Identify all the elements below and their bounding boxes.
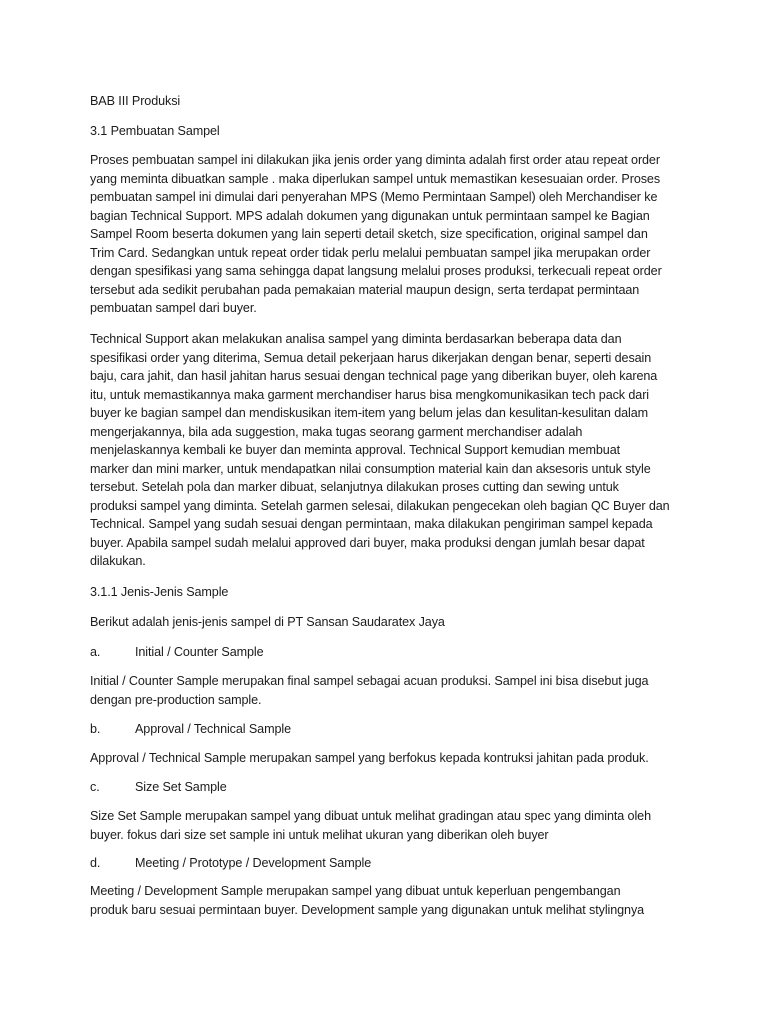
paragraph-line: mengerjakannya, bila ada suggestion, maka tugas seorang garment merchandiser adalah [90, 424, 583, 439]
paragraph-line: buyer. fokus dari size set sample ini untuk melihat ukuran yang diberikan oleh buyer [90, 827, 549, 842]
document-page [90, 0, 690, 1024]
list-label: a. [90, 645, 101, 659]
paragraph-line: Trim Card. Sedangkan untuk repeat order tidak perlu melalui pembuatan sampel jika merupakan order [90, 245, 651, 260]
paragraph-line: itu, untuk memastikannya maka garment merchandiser harus bisa mengkomunikasikan tech pack dari [90, 387, 649, 402]
paragraph-line: produk baru sesuai permintaan buyer. Development sample yang digunakan untuk melihat stylingnya [90, 902, 645, 917]
paragraph-line: Proses pembuatan sampel ini dilakukan jika jenis order yang diminta adalah first order atau repeat order [90, 153, 660, 167]
paragraph-line: pembuatan sampel ini dimulai dari penyerahan MPS (Memo Permintaan Sampel) oleh Merchandiser ke [90, 190, 658, 204]
list-title: Meeting / Prototype / Development Sample [135, 856, 372, 870]
paragraph-line: dengan pre-production sample. [90, 692, 262, 707]
paragraph-line: menjelaskannya kembali ke buyer dan meminta approval. Technical Support kemudian membuat [90, 443, 620, 457]
list-label: d. [90, 856, 101, 870]
paragraph-line: yang meminta dibuatkan sample . maka diperlukan sampel untuk memastikan kesesuaian order. Proses [90, 171, 661, 186]
paragraph-line: marker dan mini marker, untuk mendapatkan nilai consumption material kain dan aksesoris untuk style [90, 461, 651, 476]
chapter-title: BAB III Produksi [90, 94, 181, 108]
paragraph-line: Size Set Sample merupakan sampel yang dibuat untuk melihat gradingan atau spec yang diminta oleh [90, 809, 651, 823]
paragraph-line: bagian Technical Support. MPS adalah dokumen yang digunakan untuk permintaan sampel ke Bagian [90, 208, 650, 223]
paragraph-line: Initial / Counter Sample merupakan final sampel sebagai acuan produksi. Sampel ini bisa disebut juga [90, 674, 649, 688]
section-title: 3.1 Pembuatan Sampel [90, 124, 220, 138]
list-label: b. [90, 722, 101, 736]
paragraph-line: buyer ke bagian sampel dan mendiskusikan item-item yang belum jelas dan kesulitan-kesulitan dalam [90, 406, 649, 420]
paragraph-line: pembuatan sampel dari buyer. [90, 301, 257, 315]
paragraph-line: Sampel Room beserta dokumen yang lain seperti detail sketch, size specification, original sampel dan [90, 227, 648, 241]
paragraph-line: spesifikasi order yang diterima, Semua detail pekerjaan harus dikerjakan dengan benar, seperti desain [90, 350, 652, 365]
intro-text: Berikut adalah jenis-jenis sampel di PT Sansan Saudaratex Jaya [90, 615, 445, 629]
list-title: Size Set Sample [135, 780, 227, 794]
list-title: Approval / Technical Sample [135, 722, 291, 736]
subsection-title: 3.1.1 Jenis-Jenis Sample [90, 585, 229, 599]
paragraph-line: produksi sampel yang diminta. Setelah garmen selesai, dilakukan pengecekan oleh bagian QC Buyer dan [90, 498, 670, 513]
paragraph-line: Approval / Technical Sample merupakan sampel yang berfokus kepada kontruksi jahitan pada produk. [90, 751, 649, 765]
paragraph-line: dilakukan. [90, 554, 146, 568]
list-label: c. [90, 780, 100, 794]
paragraph-line: tersebut ada sedikit perubahan pada pemakaian material maupun design, serta terdapat permintaan [90, 282, 640, 297]
paragraph-line: buyer. Apabila sampel sudah melalui approved dari buyer, maka produksi dengan jumlah besar dapat [90, 535, 645, 550]
paragraph-line: tersebut. Setelah pola dan marker dibuat, selanjutnya dilakukan proses cutting dan sewing untuk [90, 480, 619, 494]
paragraph-line: Technical Support akan melakukan analisa sampel yang diminta berdasarkan beberapa data dan [90, 332, 622, 346]
paragraph-line: dengan spesifikasi yang sama sehingga dapat langsung melalui proses produksi, terkecuali repeat order [90, 264, 662, 278]
paragraph-line: Technical. Sampel yang sudah sesuai dengan permintaan, maka dilakukan pengiriman sampel kepada [90, 517, 653, 531]
paragraph-line: Meeting / Development Sample merupakan sampel yang dibuat untuk keperluan pengembangan [90, 884, 621, 898]
list-title: Initial / Counter Sample [135, 645, 264, 659]
paragraph-line: baju, cara jahit, dan hasil jahitan harus sesuai dengan technical page yang diberikan buyer, oleh karena [90, 369, 658, 383]
